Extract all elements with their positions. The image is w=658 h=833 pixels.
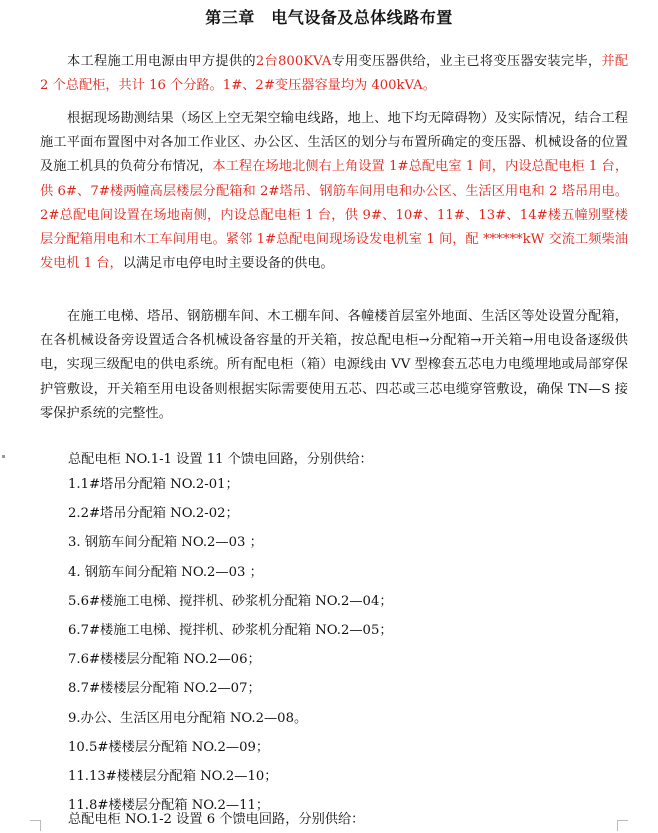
list-item: 7.6#楼楼层分配箱 NO.2—06； — [68, 652, 261, 668]
list-item: 8.7#楼楼层分配箱 NO.2—07； — [68, 681, 261, 697]
margin-mark — [2, 455, 5, 458]
list-item: 6.7#楼施工电梯、搅拌机、砂浆机分配箱 NO.2—05； — [68, 623, 393, 639]
chapter-title: 第三章 电气设备及总体线路布置 — [205, 8, 453, 27]
p2-text-c: 以满足市电停电时主要设备的供电。 — [122, 256, 334, 272]
list-item: 11.8#楼楼层分配箱 NO.2—11； — [68, 798, 270, 814]
list-item: 5.6#楼施工电梯、搅拌机、砂浆机分配箱 NO.2—04； — [68, 593, 393, 609]
list-item: 9.办公、生活区用电分配箱 NO.2—08。 — [68, 710, 308, 726]
page-corner-mark-left — [30, 820, 41, 831]
p1-highlight-transformers: 2台800KVA — [255, 54, 332, 69]
page-corner-mark-right — [617, 820, 628, 831]
list-item: 1.1#塔吊分配箱 NO.2-01； — [68, 477, 239, 492]
p1-text-c: 专用变压器供给，业主已将变压器安装完毕， — [331, 54, 602, 69]
cabinet1-intro: 总配电柜 NO.1-1 设置 11 个馈电回路，分别供给： — [68, 452, 373, 467]
list-item: 10.5#楼楼层分配箱 NO.2—09； — [68, 739, 270, 755]
list-item: 11.13#楼楼层分配箱 NO.2—10； — [68, 769, 278, 785]
list-item: 2.2#塔吊分配箱 NO.2-02； — [68, 506, 239, 522]
p2-highlight-distribution-rooms: 本工程在场地北侧右上角设置 1#总配电室 1 间，内设总配电柜 1 台，供 6#、7#楼两幢高层楼层分配箱和 2#塔吊、钢筋车间用电和办公区、生活区用电和 2 塔吊用电。2#总配电间设置在场地南侧，内设总配电柜 1 台，供 9#、10#、11#、13#、14#楼五幢别墅楼层分配箱用电和木工车间用电。紧邻 1#总配电间现场设发电机室 1 间，配 ******kW 交流工频柴油发电机 1 台， — [40, 159, 629, 272]
paragraph-layout — [40, 107, 628, 276]
p2-text-a: 根据现场勘测结果（场区上空无架空输电线路，地上、地下均无障碍物）及实际情况，结合工程施工平面布置图中对各加工作业区、办公区、生活区的划分与布置所确定的变压器、机械设备的位置及施工机具的负荷分布情况， — [40, 111, 628, 175]
list-item: 4. 钢筋车间分配箱 NO.2—03 ； — [68, 564, 263, 580]
p1-highlight-cabinets: 并配 2 个总配柜，共计 16 个分路。1#、2#变压器容量均为 400kVA。 — [40, 54, 629, 94]
cabinet1-circuit-list — [68, 470, 628, 820]
p1-text-a: 本工程施工用电源由甲方提供的 — [67, 54, 256, 69]
paragraph-power-source — [40, 50, 628, 98]
paragraph-three-level-distribution: 在施工电梯、塔吊、钢筋棚车间、木工棚车间、各幢楼首层室外地面、生活区等处设置分配箱，在各机械设备旁设置适合各机械设备容量的开关箱，按总配电柜→分配箱→开关箱→用电设备逐级供电，实现三级配电的供电系统。所有配电柜（箱）电源线由 VV 型橡套五芯电力电缆埋地或局部穿保护管敷设，开关箱至用电设备则根据实际需要使用五芯、四芯或三芯电缆穿管敷设，确保 TN—S 接零保护系统的完整性。 — [40, 309, 628, 421]
cabinet2-intro: 总配电柜 NO.1-2 设置 6 个馈电回路，分别供给： — [68, 812, 365, 827]
list-item: 3. 钢筋车间分配箱 NO.2—03 ； — [68, 535, 263, 551]
